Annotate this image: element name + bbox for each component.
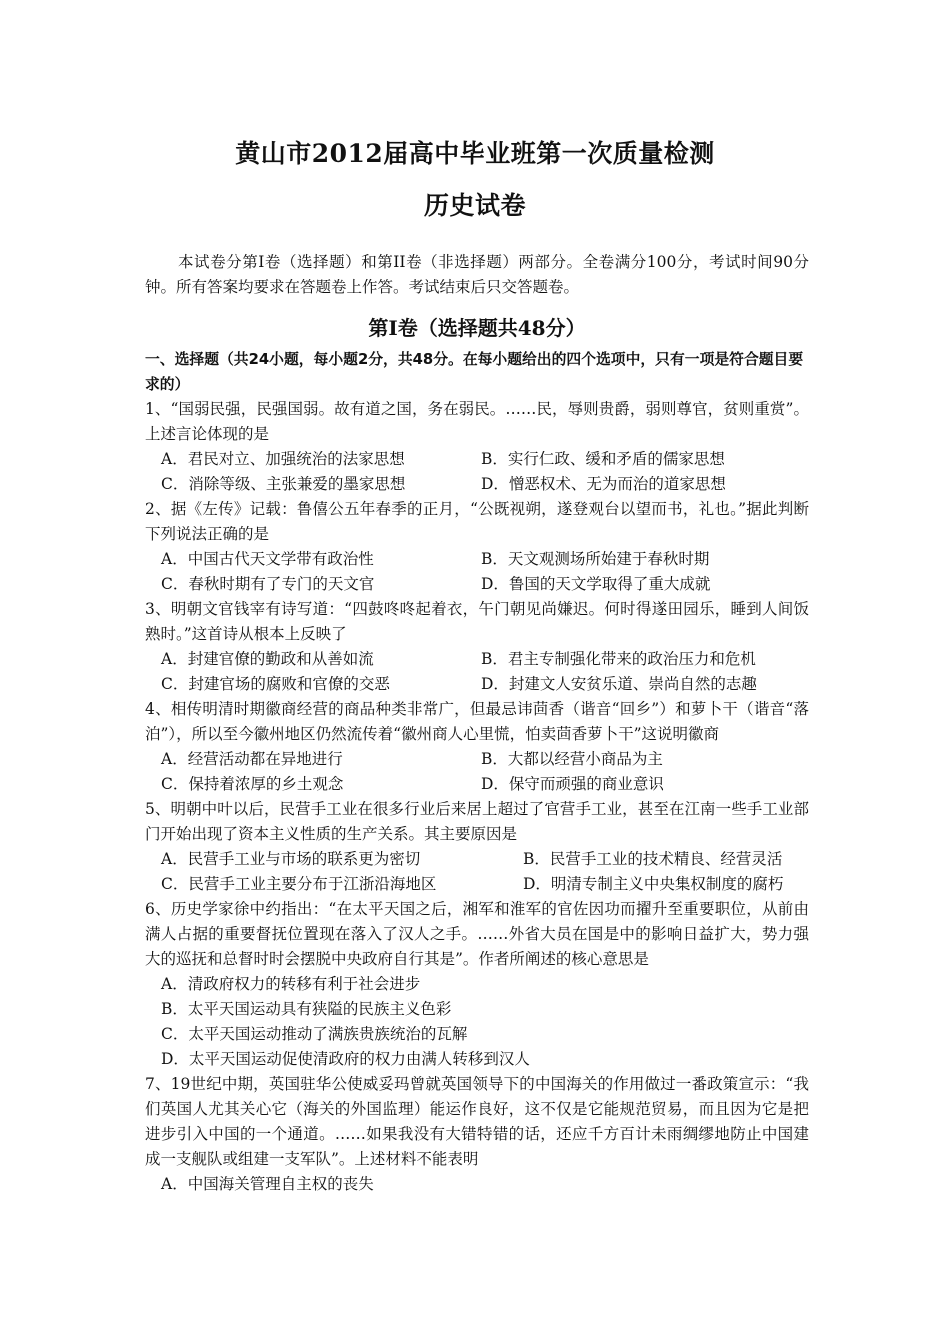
question-stem: 4、相传明清时期徽商经营的商品种类非常广，但最忌讳茴香（谐音“回乡”）和萝卜干（谐音“落泊”），所以至今徽州地区仍然流传着“徽州商人心里慌，怕卖茴香萝卜干”这说明徽商 — [145, 700, 809, 743]
question-stem: 7、19世纪中期，英国驻华公使威妥玛曾就英国领导下的中国海关的作用做过一番政策宣示：“我们英国人尤其关心它（海关的外国监理）能运作良好，这不仅是它能规范贸易，而且因为它是把进步引入中国的一个通道。……如果我没有大错特错的话，还应千方百计未雨绸缪地防止中国建成一支舰队或组建一支军队”。上述材料不能表明 — [145, 1075, 809, 1168]
option-a: A．清政府权力的转移有利于社会进步 — [161, 975, 421, 993]
option-c: C．封建官场的腐败和官僚的交恶 — [161, 675, 390, 693]
option-a: A．民营手工业与市场的联系更为密切 — [161, 850, 421, 868]
option-b: B．民营手工业的技术精良、经营灵活 — [523, 850, 783, 868]
question-stem: 2、据《左传》记载：鲁僖公五年春季的正月，“公既视朔，遂登观台以望而书，礼也。”据此判断下列说法正确的是 — [145, 500, 809, 543]
option-a: A．经营活动都在异地进行 — [161, 750, 343, 768]
option-c: C．民营手工业主要分布于江浙沿海地区 — [161, 875, 437, 893]
options-row — [145, 847, 809, 872]
option-b: B．天文观测场所始建于春秋时期 — [481, 550, 710, 568]
question-stem: 5、明朝中叶以后，民营手工业在很多行业后来居上超过了官营手工业，甚至在江南一些手工业部门开始出现了资本主义性质的生产关系。其主要原因是 — [145, 800, 809, 843]
exam-subtitle: 历史试卷 — [423, 191, 526, 220]
options-row — [145, 672, 809, 697]
question-5 — [145, 797, 809, 897]
options-row — [145, 747, 809, 772]
option-a: A．中国海关管理自主权的丧失 — [161, 1175, 374, 1193]
option-d: D．明清专制主义中央集权制度的腐朽 — [523, 875, 784, 893]
options-row — [145, 472, 809, 497]
question-3 — [145, 597, 809, 697]
option-d: D．憎恶权术、无为而治的道家思想 — [481, 475, 726, 493]
section-title: 第Ⅰ卷（选择题共48分） — [368, 316, 586, 340]
question-6 — [145, 897, 809, 1072]
option-d: D．保守而顽强的商业意识 — [481, 775, 664, 793]
option-c: C．春秋时期有了专门的天文官 — [161, 575, 375, 593]
question-4 — [145, 697, 809, 797]
option-b: B．君主专制强化带来的政治压力和危机 — [481, 650, 756, 668]
options-row — [145, 447, 809, 472]
question-stem: 3、明朝文官钱宰有诗写道：“四鼓咚咚起着衣，午门朝见尚嫌迟。何时得遂田园乐，睡到人间饭熟时。”这首诗从根本上反映了 — [145, 600, 809, 643]
option-c: C．太平天国运动推动了满族贵族统治的瓦解 — [161, 1025, 468, 1043]
exam-content — [145, 250, 809, 1197]
question-stem: 6、历史学家徐中约指出：“在太平天国之后，湘军和淮军的官佐因功而擢升至重要职位，从前由满人占据的重要督抚位置现在落入了汉人之手。……外省大员在国是中的影响日益扩大，势力强大的巡抚和总督时时会摆脱中央政府自行其是”。作者所阐述的核心意思是 — [145, 900, 809, 968]
option-b: B．实行仁政、缓和矛盾的儒家思想 — [481, 450, 725, 468]
question-1 — [145, 397, 809, 497]
option-c: C．消除等级、主张兼爱的墨家思想 — [161, 475, 406, 493]
exam-intro: 本试卷分第I卷（选择题）和第II卷（非选择题）两部分。全卷满分100分，考试时间90分钟。所有答案均要求在答题卷上作答。考试结束后只交答题卷。 — [145, 253, 809, 296]
options-row — [145, 772, 809, 797]
options-row — [145, 547, 809, 572]
options-row — [145, 647, 809, 672]
option-b: B．大都以经营小商品为主 — [481, 750, 663, 768]
option-a: A．封建官僚的勤政和从善如流 — [161, 650, 374, 668]
option-d: D．封建文人安贫乐道、崇尚自然的志趣 — [481, 675, 757, 693]
option-b: B．太平天国运动具有狭隘的民族主义色彩 — [161, 1000, 452, 1018]
option-d: D．鲁国的天文学取得了重大成就 — [481, 575, 711, 593]
option-c: C．保持着浓厚的乡土观念 — [161, 775, 344, 793]
question-7 — [145, 1072, 809, 1197]
section-instruction: 一、选择题（共24小题，每小题2分，共48分。在每小题给出的四个选项中，只有一项是符合题目要求的） — [145, 351, 804, 393]
options-row — [145, 872, 809, 897]
question-2 — [145, 497, 809, 597]
options-row — [145, 572, 809, 597]
option-a: A．君民对立、加强统治的法家思想 — [161, 450, 405, 468]
exam-title: 黄山市2012届高中毕业班第一次质量检测 — [235, 139, 715, 168]
question-stem: 1、“国弱民强，民强国弱。故有道之国，务在弱民。……民，辱则贵爵，弱则尊官，贫则重赏”。上述言论体现的是 — [145, 400, 809, 443]
option-d: D．太平天国运动促使清政府的权力由满人转移到汉人 — [161, 1050, 530, 1068]
option-a: A．中国古代天文学带有政治性 — [161, 550, 374, 568]
